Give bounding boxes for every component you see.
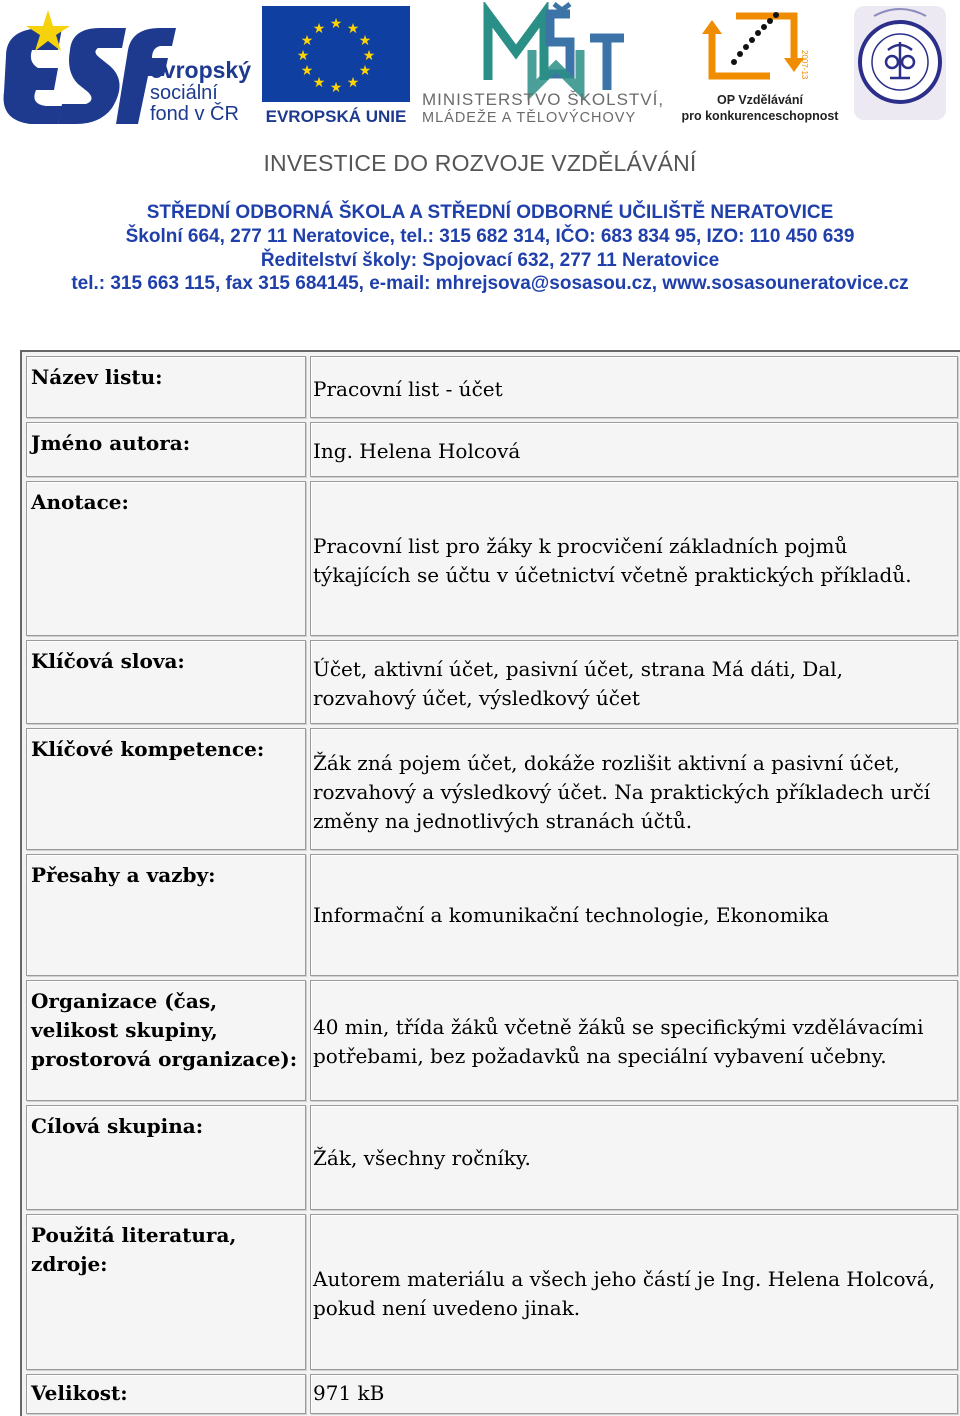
- svg-text:★: ★: [329, 79, 343, 95]
- svg-text:★: ★: [312, 74, 326, 90]
- label-cilova-skupina: Cílová skupina:: [26, 1105, 306, 1210]
- label-organizace: Organizace (čas, velikost skupiny, prostorová organizace):: [26, 980, 306, 1101]
- op-years: 2007-13: [800, 50, 809, 80]
- value-klicova-slova: Účet, aktivní účet, pasivní účet, strana Má dáti, Dal, rozvahový účet, výsledkový účet: [310, 640, 958, 724]
- value-cilova-skupina: Žák, všechny ročníky.: [310, 1105, 958, 1210]
- label-nazev-listu: Název listu:: [26, 356, 306, 418]
- msmt-monogram: [488, 4, 624, 90]
- svg-text:★: ★: [362, 47, 376, 63]
- eu-logo: [262, 6, 410, 124]
- svg-text:★: ★: [346, 74, 360, 90]
- label-pouzita-literatura: Použitá literatura, zdroje:: [26, 1214, 306, 1370]
- msmt-line1: MINISTERSTVO ŠKOLSTVÍ,: [422, 90, 665, 109]
- svg-text:★: ★: [346, 20, 360, 36]
- esf-line3: fond v ČR: [150, 103, 239, 125]
- label-klicova-slova: Klíčová slova:: [26, 640, 306, 724]
- value-presahy-vazby: Informační a komunikační technologie, Ekonomika: [310, 854, 958, 976]
- label-velikost: Velikost:: [26, 1374, 306, 1414]
- value-organizace: 40 min, třída žáků včetně žáků se specifickými vzdělávacími potřebami, bez požadavků na speciální vybavení učebny.: [310, 980, 958, 1101]
- metadata-table: [20, 350, 960, 1416]
- svg-text:★: ★: [300, 32, 314, 48]
- investice-slogan: INVESTICE DO ROZVOJE VZDĚLÁVÁNÍ: [263, 150, 697, 176]
- svg-text:★: ★: [358, 32, 372, 48]
- school-contact: tel.: 315 663 115, fax 315 684145, e-mail: mhrejsova@sosasou.cz, www.sosasouneratovice.cz: [71, 273, 909, 294]
- msmt-logo: [420, 2, 670, 124]
- value-nazev-listu: Pracovní list - účet: [310, 356, 958, 418]
- value-jmeno-autora: Ing. Helena Holcová: [310, 422, 958, 477]
- label-presahy-vazby: Přesahy a vazby:: [26, 854, 306, 976]
- school-address: Školní 664, 277 11 Neratovice, tel.: 315 682 314, IČO: 683 834 95, IZO: 110 450 639: [125, 226, 855, 247]
- esf-line2: sociální: [150, 82, 218, 104]
- value-velikost: 971 kB: [310, 1374, 958, 1414]
- svg-text:★: ★: [358, 62, 372, 78]
- eu-label: EVROPSKÁ UNIE: [265, 107, 407, 124]
- value-klicove-kompetence: Žák zná pojem účet, dokáže rozlišit aktivní a pasivní účet, rozvahový a výsledkový účet. Na praktických příkladech určí změny na jednotlivých stranách účtů.: [310, 728, 958, 850]
- svg-text:★: ★: [296, 47, 310, 63]
- value-anotace: Pracovní list pro žáky k procvičení základních pojmů týkajících se účtu v účetnictví včetně praktických příkladů.: [310, 481, 958, 636]
- svg-text:★: ★: [300, 62, 314, 78]
- esf-line1: evropský: [150, 57, 252, 83]
- op-line2: pro konkurenceschopnost: [681, 109, 839, 123]
- label-klicove-kompetence: Klíčové kompetence:: [26, 728, 306, 850]
- school-seal-logo: [854, 2, 946, 122]
- op-logo: [678, 2, 842, 124]
- op-line1: OP Vzdělávání: [717, 93, 803, 107]
- school-directorate: Ředitelství školy: Spojovací 632, 277 11 Neratovice: [260, 250, 720, 271]
- label-anotace: Anotace:: [26, 481, 306, 636]
- svg-text:★: ★: [329, 15, 343, 31]
- value-pouzita-literatura: Autorem materiálu a všech jeho částí je Ing. Helena Holcová, pokud není uvedeno jinak.: [310, 1214, 958, 1370]
- op-mark: [702, 12, 809, 80]
- esf-logo: [0, 0, 252, 126]
- school-name: STŘEDNÍ ODBORNÁ ŠKOLA A STŘEDNÍ ODBORNÉ UČILIŠTĚ NERATOVICE: [146, 202, 834, 223]
- svg-text:★: ★: [312, 20, 326, 36]
- label-jmeno-autora: Jméno autora:: [26, 422, 306, 477]
- msmt-line2: MLÁDEŽE A TĚLOVÝCHOVY: [422, 110, 637, 124]
